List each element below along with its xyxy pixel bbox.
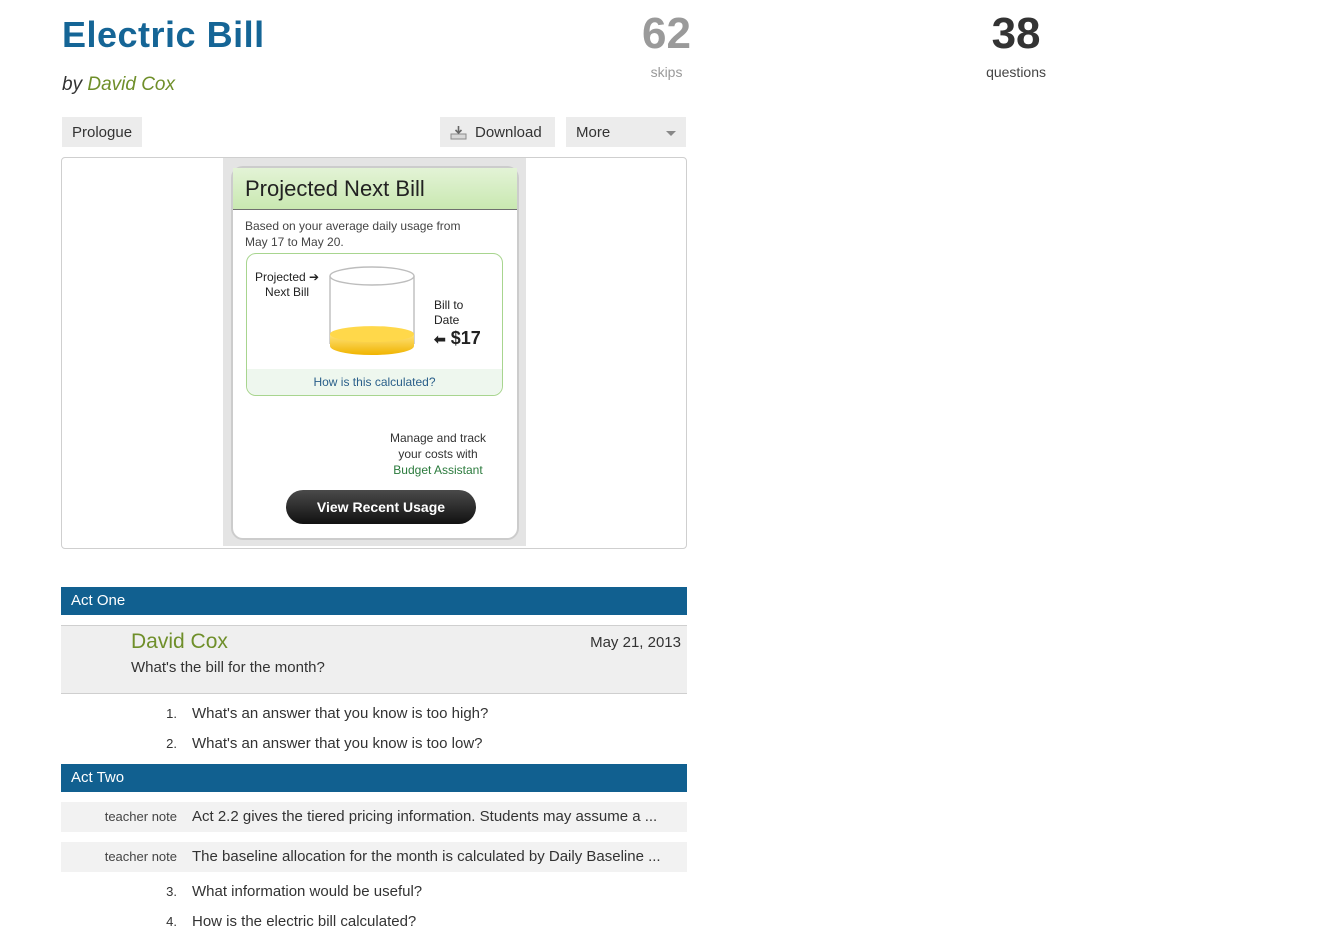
media-frame [61,157,687,549]
teacher-note[interactable] [61,842,687,872]
usage-note [233,210,517,250]
projected-line1: Projected ➔ [255,270,320,284]
projected-label [255,270,319,300]
skips-count: 62 [642,9,691,58]
act-two-header: Act Two [61,764,687,792]
prologue-button[interactable] [62,117,142,147]
teacher-note[interactable] [61,802,687,832]
question-number: 1. [166,706,177,721]
arrow-left-icon: ⬅ [434,331,446,347]
teacher-note-text: The baseline allocation for the month is calculated by Daily Baseline ... [192,848,661,865]
skips-label: skips [650,64,683,80]
post [61,625,687,694]
usage-note-line1: Based on your average daily usage from [245,219,461,233]
post-text: What's the bill for the month? [131,659,325,676]
download-icon [450,125,467,140]
author-link[interactable]: David Cox [87,74,176,95]
card-title: Projected Next Bill [233,168,517,210]
bill-to-date-label [434,298,463,328]
teacher-note-text: Act 2.2 gives the tiered pricing information. Students may assume a ... [192,808,658,825]
skips-stat[interactable] [642,8,691,80]
bill-to-line2: Date [434,313,460,327]
projected-line2: Next Bill [265,285,310,299]
gauge-box [246,253,503,396]
question-number: 3. [166,884,177,899]
manage-line1: Manage and track [389,431,487,445]
by-label: by [62,74,83,95]
post-date: May 21, 2013 [590,634,681,651]
question-item [61,700,687,728]
bill-card [231,166,519,540]
question-item [61,730,687,758]
amount-value: $17 [450,328,481,348]
questions-count: 38 [991,9,1041,58]
question-number: 2. [166,736,177,751]
manage-costs-text [373,430,503,478]
download-button[interactable] [440,117,555,147]
act-one-header: Act One [61,587,687,615]
post-author[interactable]: David Cox [131,630,228,653]
bill-image [223,158,526,546]
bill-to-line1: Bill to [434,298,464,312]
more-dropdown[interactable] [566,117,686,147]
stats [642,8,1047,80]
arrow-right-icon: ➔ [309,270,320,284]
calculation-link[interactable]: How is this calculated? [247,369,502,395]
cylinder-gauge [327,264,417,364]
prologue-label: Prologue [72,123,133,141]
question-text: What information would be useful? [192,883,423,900]
page-title: Electric Bill [62,14,265,55]
teacher-note-label: teacher note [104,849,177,864]
question-text: What's an answer that you know is too low? [192,735,483,752]
bill-amount [434,328,481,349]
view-recent-usage-button[interactable]: View Recent Usage [286,490,476,524]
question-text: How is the electric bill calculated? [192,913,417,930]
manage-line2: your costs with [398,447,478,461]
more-label: More [576,123,611,141]
budget-assistant-link[interactable]: Budget Assistant [393,463,483,477]
questions-label: questions [986,64,1047,80]
teacher-note-label: teacher note [104,809,177,824]
byline [62,74,175,96]
question-text: What's an answer that you know is too high? [192,705,489,722]
question-item [61,878,687,906]
chevron-down-icon [666,131,676,136]
download-label: Download [475,123,542,141]
question-number: 4. [166,914,177,929]
question-item [61,908,687,936]
questions-stat[interactable] [703,8,1329,80]
usage-note-line2: May 17 to May 20. [245,235,344,249]
